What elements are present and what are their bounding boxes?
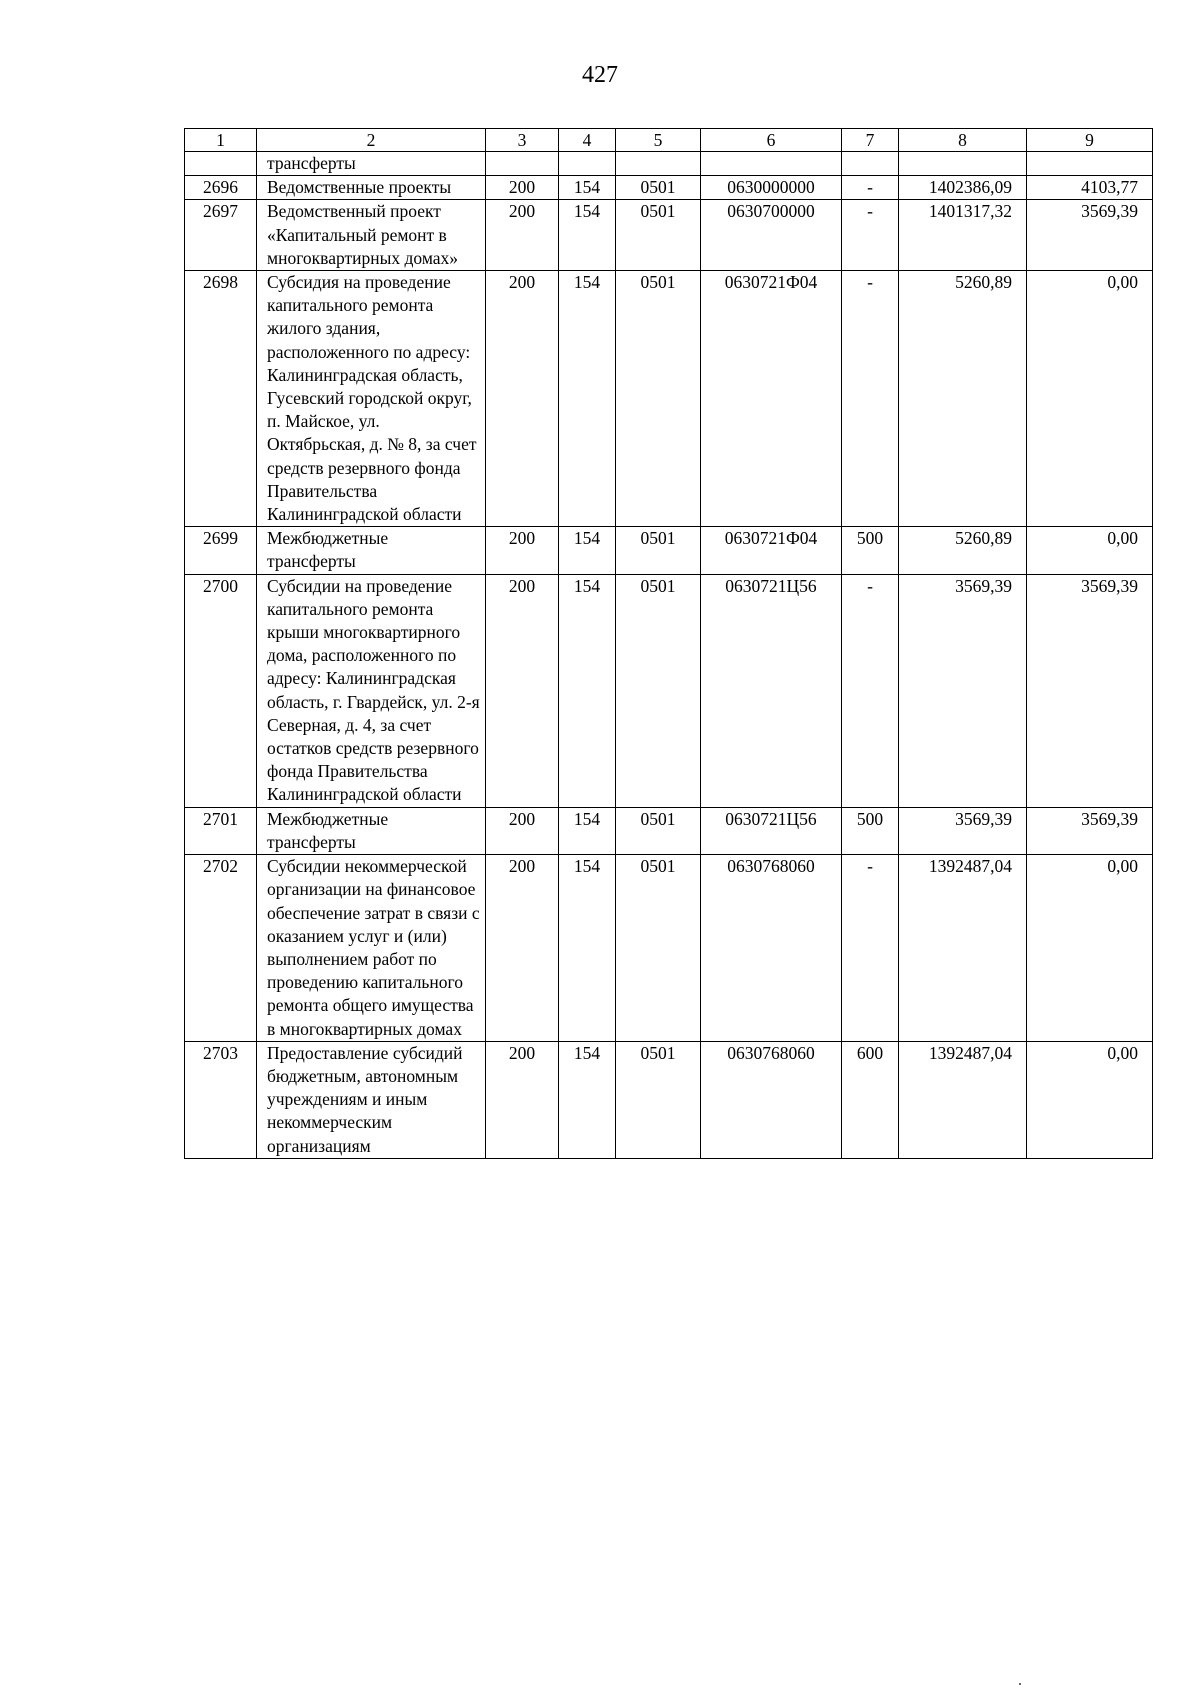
col-4-value: 154 <box>559 271 616 527</box>
row-name: Субсидии некоммерческой организации на финансовое обеспечение затрат в связи с оказанием услуг и (или) выполнением работ по проведению капитального ремонта общего имущества в многоквартирных домах <box>257 855 486 1042</box>
continuation-num-cell <box>185 152 257 176</box>
col-8-value: 5260,89 <box>899 527 1027 574</box>
page-number: 427 <box>582 62 618 88</box>
col-6-value: 0630721Ц56 <box>701 574 842 807</box>
row-name: Ведомственные проекты <box>257 176 486 200</box>
col-4-value: 154 <box>559 855 616 1042</box>
column-header: 4 <box>559 129 616 152</box>
scan-speck <box>1019 1683 1021 1685</box>
row-name: Межбюджетные трансферты <box>257 527 486 574</box>
col-8-value: 1401317,32 <box>899 200 1027 271</box>
table-row <box>185 807 1153 854</box>
column-header: 6 <box>701 129 842 152</box>
col-3-value: 200 <box>486 1041 559 1158</box>
col-3-value: 200 <box>486 527 559 574</box>
row-number: 2702 <box>185 855 257 1042</box>
col-7-value: 500 <box>842 527 899 574</box>
table-row <box>185 176 1153 200</box>
continuation-row <box>185 152 1153 176</box>
table-row <box>185 855 1153 1042</box>
col-6-value: 0630721Ф04 <box>701 527 842 574</box>
column-number-row <box>185 129 1153 152</box>
col-7-value: - <box>842 855 899 1042</box>
col-9-value: 3569,39 <box>1027 200 1153 271</box>
table-row <box>185 271 1153 527</box>
col-4-value: 154 <box>559 807 616 854</box>
col-3-value: 200 <box>486 574 559 807</box>
col-9-value: 0,00 <box>1027 527 1153 574</box>
col-7-value: 600 <box>842 1041 899 1158</box>
column-header: 7 <box>842 129 899 152</box>
col-7-value: - <box>842 176 899 200</box>
col-7-value: - <box>842 574 899 807</box>
col-3-value: 200 <box>486 855 559 1042</box>
col-3-value: 200 <box>486 271 559 527</box>
table-row <box>185 527 1153 574</box>
table-row <box>185 574 1153 807</box>
col-8-value: 1392487,04 <box>899 1041 1027 1158</box>
col-8-value: 3569,39 <box>899 574 1027 807</box>
col-8-value: 5260,89 <box>899 271 1027 527</box>
col-6-value: 0630768060 <box>701 1041 842 1158</box>
col-6-value: 0630768060 <box>701 855 842 1042</box>
row-name: Ведомственный проект «Капитальный ремонт в многоквартирных домах» <box>257 200 486 271</box>
column-header: 3 <box>486 129 559 152</box>
continuation-text: трансферты <box>257 152 486 176</box>
col-9-value: 4103,77 <box>1027 176 1153 200</box>
col-7-value: 500 <box>842 807 899 854</box>
col-4-value: 154 <box>559 176 616 200</box>
col-5-value: 0501 <box>616 200 701 271</box>
col-8-value: 1402386,09 <box>899 176 1027 200</box>
col-5-value: 0501 <box>616 574 701 807</box>
col-5-value: 0501 <box>616 807 701 854</box>
col-8-value: 1392487,04 <box>899 855 1027 1042</box>
table-row <box>185 1041 1153 1158</box>
column-header: 1 <box>185 129 257 152</box>
row-number: 2698 <box>185 271 257 527</box>
col-3-value: 200 <box>486 176 559 200</box>
col-6-value: 0630721Ф04 <box>701 271 842 527</box>
col-6-value: 0630700000 <box>701 200 842 271</box>
col-5-value: 0501 <box>616 1041 701 1158</box>
row-name: Межбюджетные трансферты <box>257 807 486 854</box>
row-name: Субсидии на проведение капитального ремонта крыши многоквартирного дома, расположенного по адресу: Калининградская область, г. Гвардейск, ул. 2-я Северная, д. 4, за счет остатков средств резервного фонда Правительства Калининградской области <box>257 574 486 807</box>
col-7-value: - <box>842 200 899 271</box>
col-5-value: 0501 <box>616 176 701 200</box>
col-9-value: 0,00 <box>1027 271 1153 527</box>
row-number: 2699 <box>185 527 257 574</box>
row-name: Субсидия на проведение капитального ремонта жилого здания, расположенного по адресу: Калининградская область, Гусевский городской округ, п. Майское, ул. Октябрьская, д. № 8, за счет средств резервного фонда Правительства Калининградской области <box>257 271 486 527</box>
row-name: Предоставление субсидий бюджетным, автономным учреждениям и иным некоммерческим организациям <box>257 1041 486 1158</box>
column-header: 8 <box>899 129 1027 152</box>
column-header: 9 <box>1027 129 1153 152</box>
col-9-value: 3569,39 <box>1027 574 1153 807</box>
column-header: 5 <box>616 129 701 152</box>
row-number: 2701 <box>185 807 257 854</box>
col-9-value: 3569,39 <box>1027 807 1153 854</box>
col-6-value: 0630000000 <box>701 176 842 200</box>
row-number: 2697 <box>185 200 257 271</box>
col-5-value: 0501 <box>616 271 701 527</box>
col-3-value: 200 <box>486 807 559 854</box>
col-4-value: 154 <box>559 1041 616 1158</box>
col-7-value: - <box>842 271 899 527</box>
table-row <box>185 200 1153 271</box>
col-9-value: 0,00 <box>1027 855 1153 1042</box>
row-number: 2700 <box>185 574 257 807</box>
col-5-value: 0501 <box>616 527 701 574</box>
col-4-value: 154 <box>559 200 616 271</box>
column-header: 2 <box>257 129 486 152</box>
col-8-value: 3569,39 <box>899 807 1027 854</box>
col-9-value: 0,00 <box>1027 1041 1153 1158</box>
col-4-value: 154 <box>559 574 616 807</box>
row-number: 2703 <box>185 1041 257 1158</box>
budget-table <box>184 128 1153 1159</box>
row-number: 2696 <box>185 176 257 200</box>
col-6-value: 0630721Ц56 <box>701 807 842 854</box>
col-3-value: 200 <box>486 200 559 271</box>
col-4-value: 154 <box>559 527 616 574</box>
col-5-value: 0501 <box>616 855 701 1042</box>
